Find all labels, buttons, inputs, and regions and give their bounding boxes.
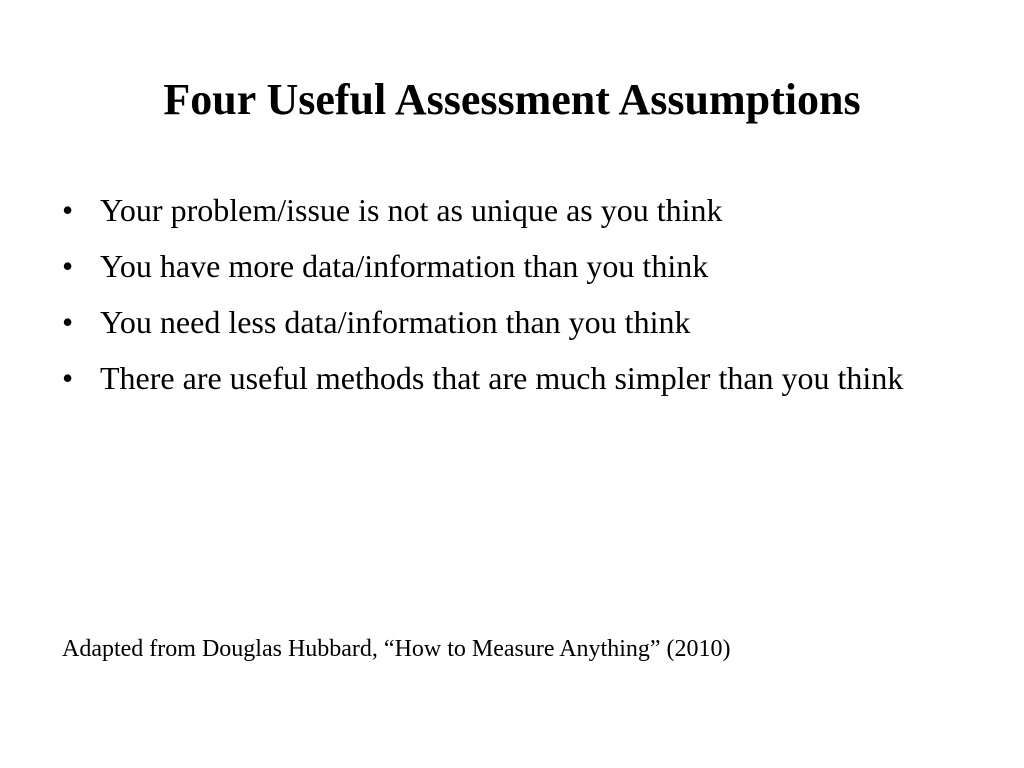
bullet-icon: • (62, 360, 74, 396)
bullet-text: You have more data/information than you think (100, 248, 709, 284)
citation: Adapted from Douglas Hubbard, “How to Measure Anything” (2010) (62, 636, 731, 662)
bullet-text: You need less data/information than you think (100, 304, 691, 340)
bullet-text: There are useful methods that are much simpler than you think (100, 360, 904, 396)
bullet-icon: • (62, 248, 74, 284)
bullet-item (62, 242, 962, 290)
bullet-list (62, 186, 962, 410)
slide-title: Four Useful Assessment Assumptions (163, 75, 861, 124)
bullet-item (62, 298, 962, 346)
bullet-text: Your problem/issue is not as unique as you think (100, 192, 723, 228)
bullet-icon: • (62, 192, 74, 228)
bullet-item (62, 354, 962, 402)
bullet-item (62, 186, 962, 234)
bullet-icon: • (62, 304, 74, 340)
